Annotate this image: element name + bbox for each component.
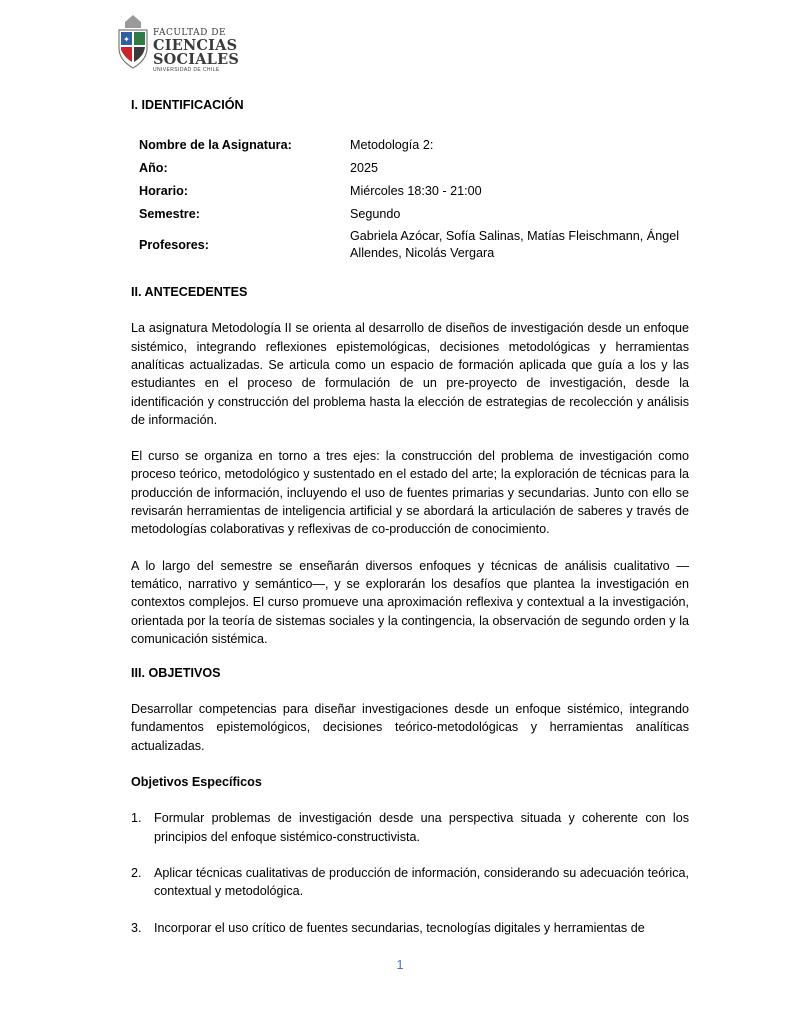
list-item [131, 809, 689, 846]
section-heading-antecedentes: II. ANTECEDENTES [131, 285, 248, 300]
paragraph: El curso se organiza en torno a tres ejes: la construcción del problema de investigación como proceso teórico, metodológico y sustentado en el estado del arte; la exploración de técnicas para la producción de información, incluyendo el uso de fuentes primarias y secundarias. Junto con ello se revisarán herramientas de inteligencia artificial y se abordará la articulación de saberes y través de metodologías colaborativas y reflexivas de co-producción de conocimiento. [131, 449, 689, 537]
logo-line-sociales: SOCIALES [153, 51, 239, 68]
id-label: Horario: [139, 184, 188, 199]
logo-university-label: UNIVERSIDAD DE CHILE [153, 67, 220, 73]
logo-line-ciencias: CIENCIAS [153, 37, 238, 54]
id-row-professors [139, 228, 689, 261]
section-heading-objetivos: III. OBJETIVOS [131, 666, 221, 681]
list-item [131, 919, 689, 937]
id-row-subject [139, 136, 689, 154]
id-label: Profesores: [139, 237, 209, 252]
paragraph: La asignatura Metodología II se orienta al desarrollo de diseños de investigación desde un enfoque sistémico, integrando reflexiones epistemológicas, decisiones metodológicas y herramientas analíticas actualizadas. Se articula como un espacio de formación aplicada que guía a los y las estudiantes en el proceso de formulación de un pre-proyecto de investigación, desde la identificación y construcción del problema hasta la elección de estrategias de recolección y análisis de información. [131, 321, 689, 427]
page-number: 1 [396, 958, 404, 972]
section-heading-identification: I. IDENTIFICACIÓN [131, 98, 244, 112]
id-label: Semestre: [139, 207, 200, 222]
general-objective: Desarrollar competencias para diseñar investigaciones desde un enfoque sistémico, integrando fundamentos epistemológicos, decisiones teórico-metodológicas y herramientas analíticas actualizadas. [131, 702, 689, 753]
list-number: 1. [131, 811, 142, 826]
svg-text:✦: ✦ [123, 35, 130, 44]
id-label: Año: [139, 161, 168, 176]
list-text: Incorporar el uso crítico de fuentes secundarias, tecnologías digitales y herramientas de [154, 920, 645, 935]
specific-objectives-heading: Objetivos Específicos [131, 775, 262, 790]
identification-table [139, 136, 689, 261]
id-value: Miércoles 18:30 - 21:00 [350, 184, 482, 199]
id-value: Segundo [350, 207, 401, 222]
id-row-schedule [139, 182, 689, 200]
list-number: 3. [131, 920, 142, 935]
university-crest-icon [113, 14, 153, 72]
faculty-logo [113, 14, 239, 76]
id-label: Nombre de la Asignatura: [139, 138, 292, 152]
specific-objectives-list [131, 809, 689, 936]
logo-faculty-label: FACULTAD DE [153, 28, 227, 38]
id-row-year [139, 159, 689, 177]
list-number: 2. [131, 865, 142, 880]
list-text: Aplicar técnicas cualitativas de producción de información, considerando su adecuación teórica, contextual y metodológica. [154, 865, 689, 899]
document-body [131, 96, 689, 955]
paragraph: A lo largo del semestre se enseñarán diversos enfoques y técnicas de análisis cualitativo — temático, narrativo y semántico—, y se explorarán los desafíos que plantea la investigación en contextos complejos. El curso promueve una aproximación reflexiva y contextual a la investigación, orientada por la teoría de sistemas sociales y la contingencia, la observación de segundo orden y la comunicación sistémica. [131, 558, 689, 646]
list-text: Formular problemas de investigación desde una perspectiva situada y coherente con los principios del enfoque sistémico-constructivista. [154, 811, 689, 844]
id-value: Gabriela Azócar, Sofía Salinas, Matías Fleischmann, Ángel Allendes, Nicolás Vergara [350, 229, 680, 260]
id-value: Metodología 2: [350, 137, 434, 152]
id-row-semester [139, 205, 689, 223]
list-item [131, 864, 689, 901]
id-value: 2025 [350, 160, 379, 175]
